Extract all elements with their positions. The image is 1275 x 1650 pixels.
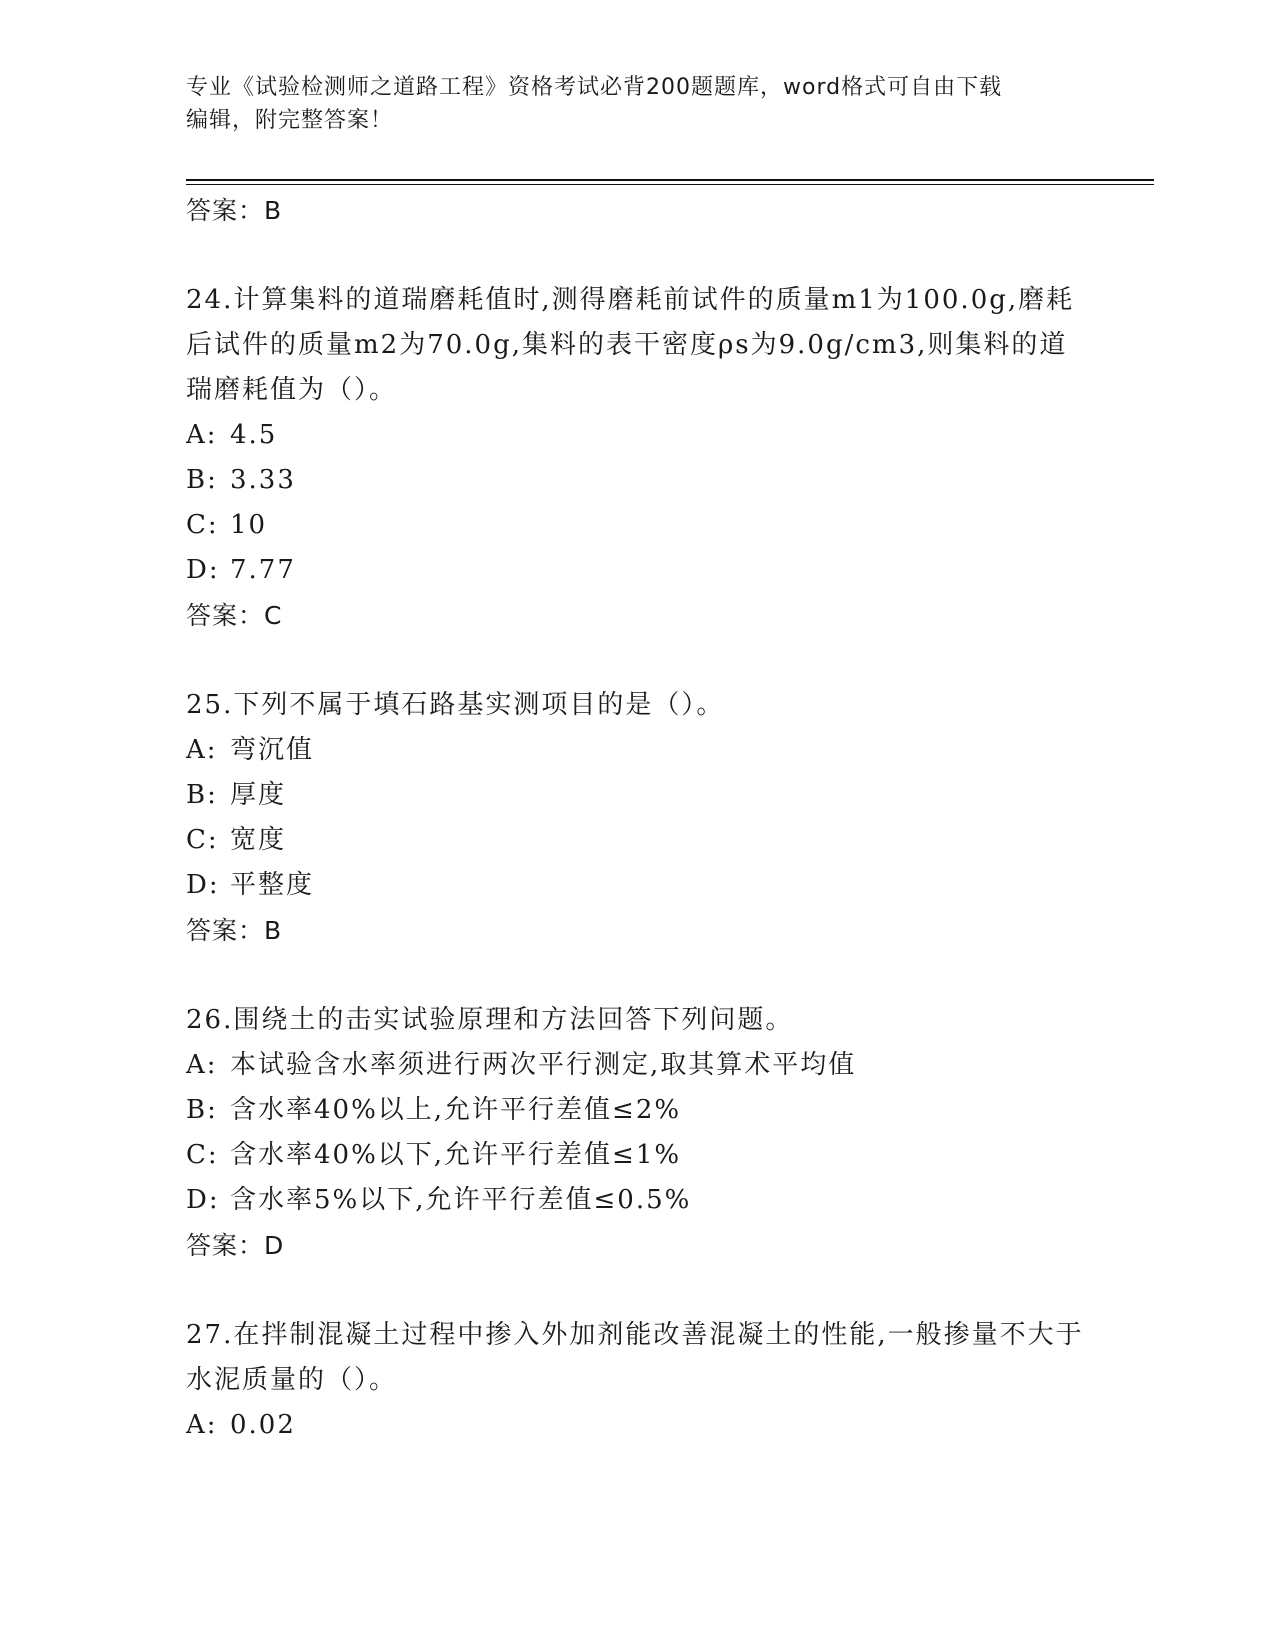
option-d [186, 863, 1086, 908]
question-list [186, 188, 1086, 1448]
option-letter: D: [186, 555, 220, 585]
page-header [186, 71, 1086, 137]
question-stem: 24.计算集料的道瑞磨耗值时,测得磨耗前试件的质量m1为100.0g,磨耗后试件的质量m2为70.0g,集料的表干密度ρs为9.0g/cm3,则集料的道瑞磨耗值为（）。 [186, 285, 1075, 405]
option-b [186, 1088, 1086, 1133]
option-d [186, 548, 1086, 593]
option-text: 3.33 [230, 465, 296, 495]
option-b [186, 458, 1086, 503]
previous-answer: 答案：B [186, 196, 283, 225]
option-text: 4.5 [230, 420, 278, 450]
option-letter: A: [186, 735, 218, 765]
header-line-1: 专业《试验检测师之道路工程》资格考试必背200题题库，word格式可自由下载 [186, 75, 1003, 100]
option-a [186, 728, 1086, 773]
option-text: 10 [230, 510, 268, 540]
option-a [186, 1043, 1086, 1088]
option-text: 本试验含水率须进行两次平行测定,取其算术平均值 [230, 1050, 857, 1080]
option-letter: A: [186, 1050, 218, 1080]
option-letter: B: [186, 780, 218, 810]
question-26 [186, 998, 1086, 1268]
answer-line: 答案：C [186, 601, 283, 630]
option-letter: B: [186, 465, 218, 495]
question-25 [186, 683, 1086, 953]
answer-line: 答案：B [186, 916, 283, 945]
option-letter: C: [186, 510, 219, 540]
question-24 [186, 278, 1086, 638]
option-letter: B: [186, 1095, 218, 1125]
option-a [186, 413, 1086, 458]
option-c [186, 818, 1086, 863]
option-text: 平整度 [230, 870, 315, 900]
option-text: 7.77 [230, 555, 296, 585]
answer-line: 答案：D [186, 1231, 285, 1260]
option-text: 0.02 [230, 1410, 296, 1440]
option-letter: D: [186, 870, 220, 900]
header-rule-thick [186, 179, 1154, 181]
option-text: 含水率40%以下,允许平行差值≤1% [230, 1140, 682, 1170]
option-letter: C: [186, 1140, 219, 1170]
option-d [186, 1178, 1086, 1223]
question-stem: 26.围绕土的击实试验原理和方法回答下列问题。 [186, 1005, 794, 1035]
option-text: 弯沉值 [230, 735, 315, 765]
option-c [186, 503, 1086, 548]
option-text: 厚度 [230, 780, 287, 810]
option-c [186, 1133, 1086, 1178]
option-b [186, 773, 1086, 818]
question-stem: 27.在拌制混凝土过程中掺入外加剂能改善混凝土的性能,一般掺量不大于水泥质量的（）。 [186, 1320, 1084, 1395]
option-letter: A: [186, 420, 218, 450]
option-text: 宽度 [230, 825, 287, 855]
option-letter: D: [186, 1185, 220, 1215]
option-text: 含水率40%以上,允许平行差值≤2% [230, 1095, 682, 1125]
option-letter: A: [186, 1410, 218, 1440]
option-text: 含水率5%以下,允许平行差值≤0.5% [230, 1185, 692, 1215]
option-letter: C: [186, 825, 219, 855]
question-27 [186, 1313, 1086, 1448]
option-a [186, 1403, 1086, 1448]
question-stem: 25.下列不属于填石路基实测项目的是（）。 [186, 690, 725, 720]
header-rule-thin [186, 184, 1154, 185]
header-line-2: 编辑，附完整答案！ [186, 108, 394, 133]
